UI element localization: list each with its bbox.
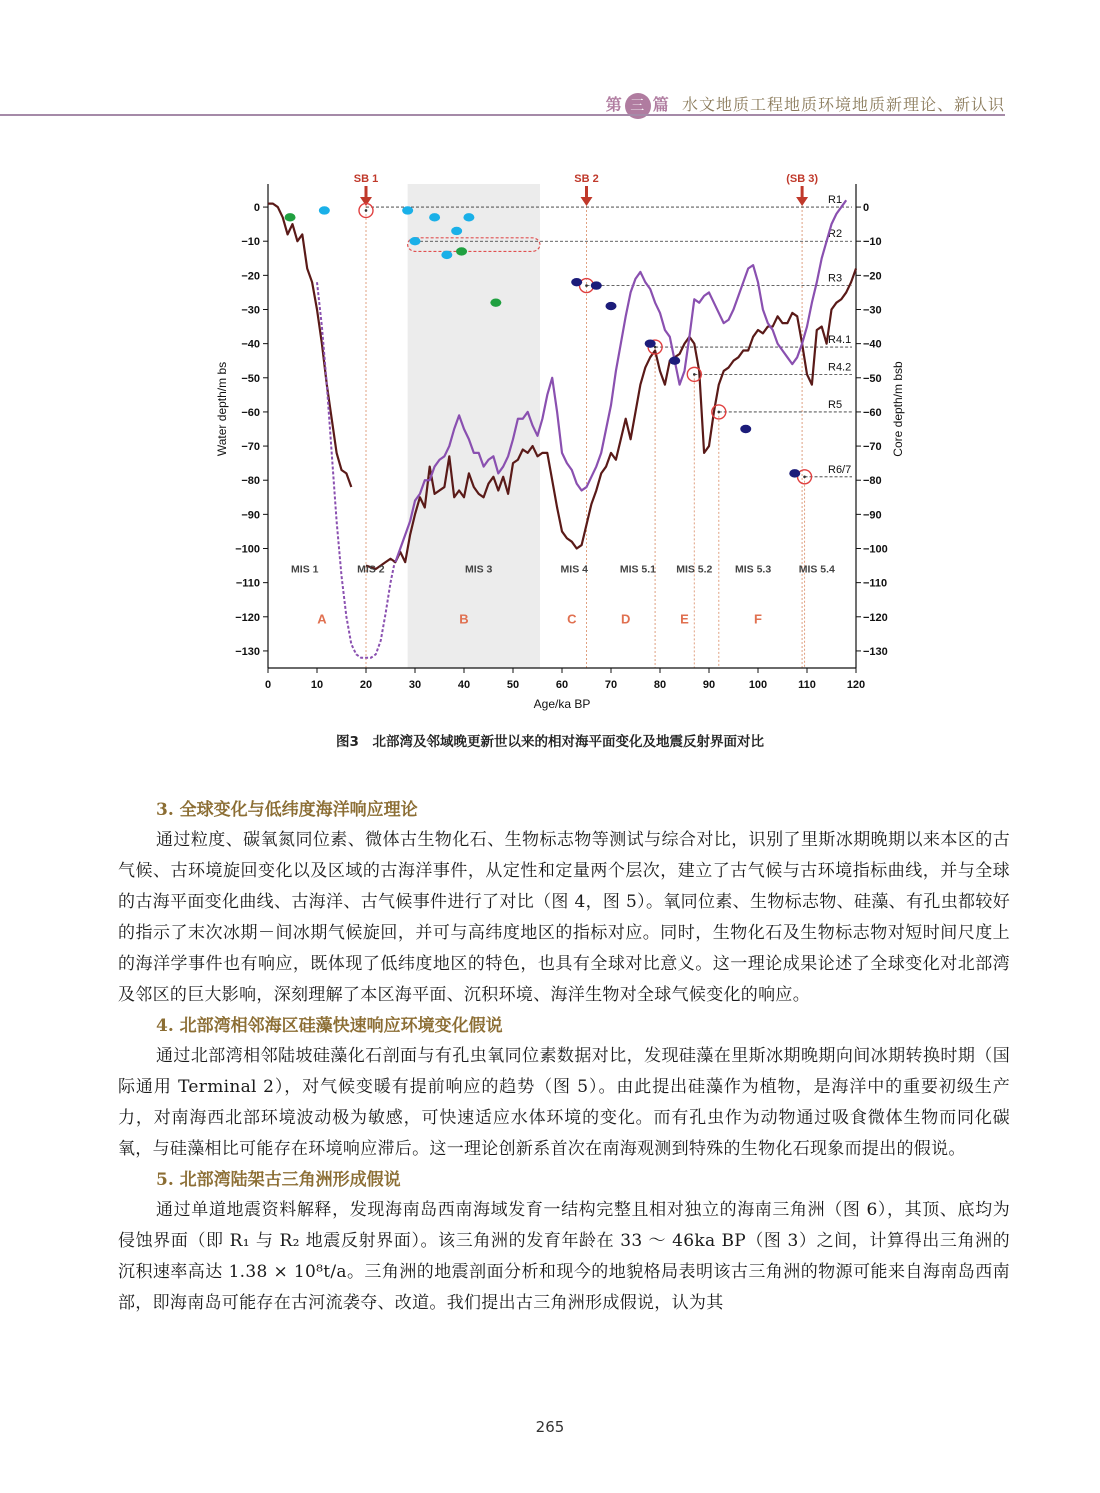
sample-point xyxy=(429,213,440,221)
sample-point xyxy=(402,206,413,214)
x-tick-label: 80 xyxy=(653,679,667,691)
reflector-label: R2 xyxy=(828,228,843,241)
zone-label: E xyxy=(680,611,689,627)
y-tick-label-right: 0 xyxy=(863,202,870,215)
y-tick-label-left: 0 xyxy=(253,202,260,215)
sample-point xyxy=(319,206,330,214)
part-suffix: 篇 xyxy=(652,95,670,114)
sequence-boundary-arrow-head xyxy=(581,197,593,206)
x-tick-label: 20 xyxy=(359,679,373,691)
y-tick-label-left: −10 xyxy=(241,236,260,249)
y-tick-label-right: −90 xyxy=(863,509,882,522)
paragraph: 通过单道地震资料解释，发现海南岛西南海域发育一结构完整且相对独立的海南三角洲（图 6），其顶、底均为侵蚀界面（即 R₁ 与 R₂ 地震反射界面）。该三角洲的发育年龄在 33 ～ 46ka BP（图 3）之间，计算得出三角洲的沉积速率高达 1.38 × 10⁸t/a。三角洲的地震剖面分析和现今的地貌格局表明该古三角洲的物源可能来自海南岛西南部，即海南岛可能存在古河流袭夺、改道。我们提出古三角洲形成假说，认为其 xyxy=(118,1200,1010,1313)
x-tick-label: 40 xyxy=(457,679,471,691)
sample-point xyxy=(451,227,462,235)
y-tick-label-right: −70 xyxy=(863,441,882,454)
figure-caption: 图3 北部湾及邻域晚更新世以来的相对海平面变化及地震反射界面对比 xyxy=(336,734,764,750)
sequence-boundary-arrow-head xyxy=(796,197,808,206)
sample-point xyxy=(606,302,617,310)
section-title: 4. 北部湾相邻海区硅藻快速响应环境变化假说 xyxy=(156,1016,503,1036)
reflector-label: R6/7 xyxy=(828,463,852,476)
y-tick-label-left: −110 xyxy=(235,577,260,590)
y-tick-label-left: −70 xyxy=(241,441,260,454)
x-tick-label: 60 xyxy=(555,679,569,691)
reflector-marker-dot xyxy=(693,373,696,376)
section-title: 3. 全球变化与低纬度海洋响应理论 xyxy=(156,800,418,820)
zone-label: A xyxy=(317,611,327,627)
y-tick-label-right: −100 xyxy=(863,543,888,556)
y-tick-label-right: −80 xyxy=(863,475,882,488)
mis-label: MIS 5.2 xyxy=(676,563,713,576)
sample-point xyxy=(410,237,421,245)
reflector-label: R4.2 xyxy=(828,361,852,374)
x-tick-label: 110 xyxy=(798,679,816,691)
sample-point xyxy=(789,469,800,477)
zone-label: B xyxy=(459,611,469,627)
mis-label: MIS 2 xyxy=(357,563,385,576)
sea-level-curve xyxy=(268,204,351,487)
y-tick-label-left: −30 xyxy=(241,304,260,317)
sea-level-curve xyxy=(317,282,395,658)
reflector-marker-dot xyxy=(718,411,721,414)
page-number: 265 xyxy=(535,1418,565,1436)
y-tick-label-left: −120 xyxy=(235,611,260,624)
y-tick-label-left: −100 xyxy=(235,543,260,556)
sample-point xyxy=(285,213,296,221)
mis-label: MIS 4 xyxy=(560,563,588,576)
reflector-label: R4.1 xyxy=(828,334,852,347)
y-tick-label-left: −40 xyxy=(241,338,260,351)
reflector-label: R3 xyxy=(828,272,843,285)
mis3-shaded-band xyxy=(408,184,540,668)
y-tick-label-right: −60 xyxy=(863,406,882,419)
mis-label: MIS 5.4 xyxy=(798,563,835,576)
header-subject: 水文地质工程地质环境地质新理论、新认识 xyxy=(681,95,1005,114)
section-5 xyxy=(118,1165,1010,1319)
paragraph: 通过粒度、碳氧氮同位素、微体古生物化石、生物标志物等测试与综合对比，识别了里斯冰期晚期以来本区的古气候、古环境旋回变化以及区域的古海洋事件，从定性和定量两个层次，建立了古气候与古环境指标曲线，并与全球的古海平面变化曲线、古海洋、古气候事件进行了对比（图 4，图 5）。氧同位素、生物标志物、硅藻、有孔虫都较好的指示了末次冰期－间冰期气候旋回，并可与高纬度地区的指标对应。同时，生物化石及生物标志物对短时间尺度上的海洋学事件也有响应，既体现了低纬度地区的特色，也具有全球对比意义。这一理论成果论述了全球变化对北部湾及邻区的巨大影响，深刻理解了本区海平面、沉积环境、海洋生物对全球气候变化的响应。 xyxy=(118,830,1010,1005)
sample-point xyxy=(645,339,656,347)
x-axis-label: Age/ka BP xyxy=(533,697,591,711)
mis-label: MIS 5.3 xyxy=(735,563,772,576)
y-tick-label-left: −90 xyxy=(241,509,260,522)
sequence-boundary-label: (SB 3) xyxy=(786,173,818,185)
figure-3 xyxy=(200,168,905,728)
body-text xyxy=(118,795,1010,1319)
y-tick-label-left: −130 xyxy=(235,645,260,658)
sample-point xyxy=(490,298,501,306)
sample-point xyxy=(571,278,582,286)
y-tick-label-right: −10 xyxy=(863,236,882,249)
section-3 xyxy=(118,795,1010,1011)
mis-label: MIS 1 xyxy=(291,563,319,576)
y-tick-label-right: −110 xyxy=(863,577,888,590)
sample-point xyxy=(591,281,602,289)
reflector-label: R1 xyxy=(828,194,843,207)
sequence-boundary-label: SB 2 xyxy=(574,173,599,185)
y-tick-label-right: −30 xyxy=(863,304,882,317)
y-tick-label-left: −60 xyxy=(241,406,260,419)
x-tick-label: 30 xyxy=(408,679,422,691)
reflector-marker-dot xyxy=(365,209,368,212)
x-tick-label: 90 xyxy=(702,679,716,691)
x-tick-label: 100 xyxy=(748,679,768,691)
y-tick-label-left: −80 xyxy=(241,475,260,488)
reflector-label: R5 xyxy=(828,398,843,411)
y-tick-label-right: −120 xyxy=(863,611,888,624)
paragraph: 通过北部湾相邻陆坡硅藻化石剖面与有孔虫氧同位素数据对比，发现硅藻在里斯冰期晚期向间冰期转换时期（国际通用 Terminal 2），对气候变暖有提前响应的趋势（图 5）。由此提出硅藻作为植物，是海洋中的重要初级生产力，对南海西北部环境波动极为敏感，可快速适应水体环境的变化。而有孔虫作为动物通过吸食微体生物而同化碳氧，与硅藻相比可能存在环境响应滞后。这一理论创新系首次在南海观测到特殊的生物化石现象而提出的假说。 xyxy=(118,1046,1010,1159)
mis-label: MIS 5.1 xyxy=(619,563,657,576)
sample-point xyxy=(456,247,467,255)
x-tick-label: 10 xyxy=(310,679,324,691)
y-axis-label-right: Core depth/m bsb xyxy=(891,361,905,457)
sequence-boundary-label: SB 1 xyxy=(353,173,379,185)
y-tick-label-right: −20 xyxy=(863,270,882,283)
y-tick-label-right: −130 xyxy=(863,645,888,658)
zone-label: D xyxy=(621,611,631,627)
sample-point xyxy=(669,357,680,365)
section-4 xyxy=(118,1011,1010,1165)
sample-point xyxy=(463,213,474,221)
sample-point xyxy=(740,425,751,433)
y-axis-label-left: Water depth/m bs xyxy=(215,361,229,457)
y-tick-label-left: −50 xyxy=(241,372,260,385)
x-tick-label: 120 xyxy=(846,679,866,691)
running-header xyxy=(0,80,1100,116)
y-tick-label-right: −40 xyxy=(863,338,882,351)
zone-label: C xyxy=(567,611,577,627)
x-tick-label: 50 xyxy=(506,679,520,691)
header-rule xyxy=(0,114,1005,116)
mis-label: MIS 3 xyxy=(464,563,493,576)
sea-level-chart xyxy=(200,168,905,728)
part-prefix: 第 xyxy=(605,95,623,114)
x-tick-label: 0 xyxy=(264,679,272,691)
reflector-marker-dot xyxy=(803,476,806,479)
section-title: 5. 北部湾陆架古三角洲形成假说 xyxy=(156,1170,401,1190)
zone-label: F xyxy=(754,611,762,627)
y-tick-label-right: −50 xyxy=(863,372,882,385)
reflector-marker-dot xyxy=(585,284,588,287)
y-tick-label-left: −20 xyxy=(241,270,260,283)
part-number-badge: 三 xyxy=(625,93,651,119)
sample-point xyxy=(441,251,452,259)
x-tick-label: 70 xyxy=(604,679,618,691)
